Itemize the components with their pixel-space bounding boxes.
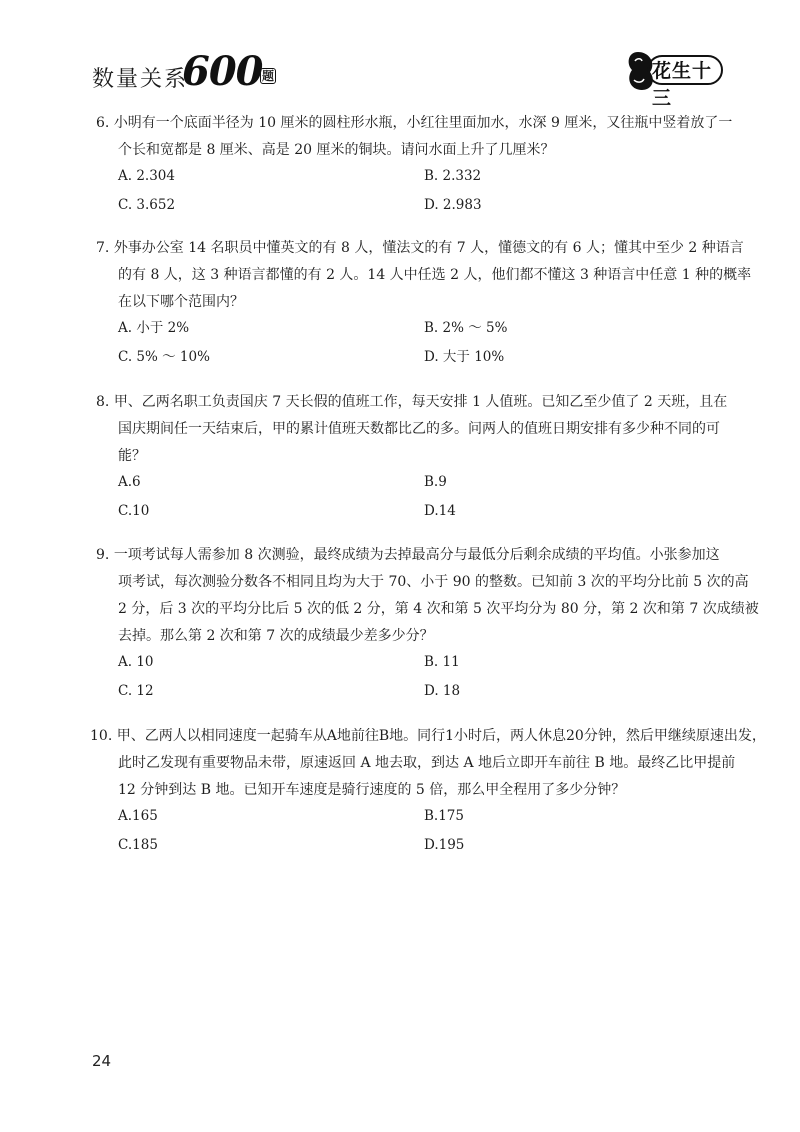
logo-text: 花生十三 (652, 60, 713, 109)
option-c: C.185 (118, 837, 158, 853)
question-number: 9. (96, 547, 110, 563)
question-stem: 8. 甲、乙两名职工负责国庆 7 天长假的值班工作，每天安排 1 人值班。已知乙至少值了 2 天班，且在 国庆期间任一天结束后，甲的累计值班天数都比乙的多。问两人的值班日期安排有多少种不同的可 能？ (96, 389, 736, 470)
option-c: C.10 (118, 503, 150, 519)
answer-options (96, 806, 730, 864)
option-d: D. 大于 10% (424, 349, 505, 365)
question-6 (96, 110, 736, 224)
option-d: D. 18 (424, 683, 461, 699)
option-d: D. 2.983 (424, 197, 482, 213)
question-number: 7. (96, 240, 110, 256)
question-stem: 10. 甲、乙两人以相同速度一起骑车从A地前往B地。同行1小时后，两人休息20分钟，然后甲继续原速出发， 此时乙发现有重要物品未带，原速返回 A 地去取，到达 A 地后立即开车前往 B 地。最终乙比甲提前 12 分钟到达 B 地。已知开车速度是骑行速度的 5 倍，那么甲全程用了多少分钟？ (90, 723, 730, 804)
question-number: 10. (90, 728, 113, 744)
question-8 (96, 389, 736, 530)
answer-options (96, 472, 736, 530)
question-stem: 6. 小明有一个底面半径为 10 厘米的圆柱形水瓶，小红往里面加水，水深 9 厘米，又往瓶中竖着放了一 个长和宽都是 8 厘米、高是 20 厘米的铜块。请问水面上升了几厘米？ (96, 110, 736, 164)
option-b: B. 2.332 (424, 168, 482, 184)
question-stem: 9. 一项考试每人需参加 8 次测验，最终成绩为去掉最高分与最低分后剩余成绩的平均值。小张参加这 项考试，每次测验分数各不相同且均为大于 70、小于 90 的整数。已知前 3 次的平均分比前 5 次的高 2 分，后 3 次的平均分比后 5 次的低 2 分，第 4 次和第 5 次平均分为 80 分，第 2 次和第 7 次成绩被 去掉。那么第 2 次和第 7 次的成绩最少差多少分？ (96, 542, 736, 650)
option-d: D.14 (424, 503, 456, 519)
option-c: C. 12 (118, 683, 154, 699)
book-title: 数量关系 (92, 67, 189, 92)
option-a: A. 10 (118, 654, 154, 670)
question-number: 8. (96, 394, 110, 410)
question-7 (96, 235, 752, 376)
page-number: 24 (92, 1052, 112, 1070)
question-10 (90, 723, 766, 864)
option-c: C. 3.652 (118, 197, 176, 213)
answer-options (96, 318, 736, 376)
answer-options (96, 652, 736, 710)
option-b: B.9 (424, 474, 447, 490)
option-b: B. 11 (424, 654, 460, 670)
option-a: A.6 (118, 474, 141, 490)
option-b: B.175 (424, 808, 464, 824)
option-d: D.195 (424, 837, 465, 853)
option-b: B. 2% ～ 5% (424, 320, 508, 336)
question-9 (96, 542, 759, 710)
question-number: 6. (96, 115, 110, 131)
peanut-logo (624, 46, 724, 109)
question-stem: 7. 外事办公室 14 名职员中懂英文的有 8 人，懂法文的有 7 人，懂德文的有 6 人；懂其中至少 2 种语言 的有 8 人，这 3 种语言都懂的有 2 人。14 人中任选 2 人，他们都不懂这 3 种语言中任意 1 种的概率 在以下哪个范围内？ (96, 235, 736, 316)
option-c: C. 5% ～ 10% (118, 349, 210, 365)
option-a: A.165 (118, 808, 158, 824)
option-a: A. 小于 2% (118, 320, 190, 336)
book-title-suffix: 题 (262, 69, 275, 83)
answer-options (96, 166, 736, 224)
option-a: A. 2.304 (118, 168, 175, 184)
book-title-number: 600 (182, 48, 263, 95)
